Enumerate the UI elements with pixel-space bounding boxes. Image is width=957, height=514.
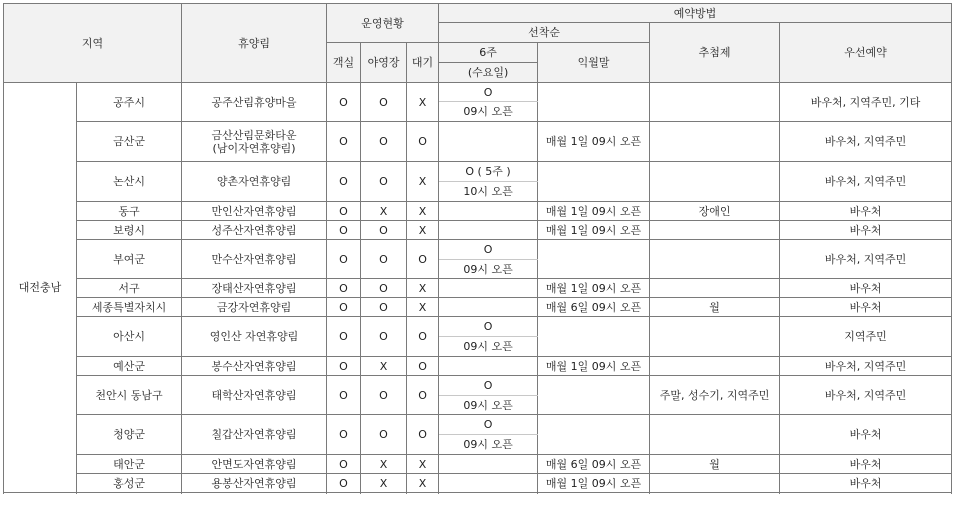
header-first-come: 선착순 — [439, 23, 650, 43]
six-week-mark — [439, 279, 538, 298]
room-status: O — [327, 317, 361, 357]
room-status: O — [327, 221, 361, 240]
wait-status: X — [407, 474, 439, 493]
camp-status: O — [361, 317, 407, 357]
camp-status: O — [361, 376, 407, 415]
six-week-mark — [439, 221, 538, 240]
lottery-cell — [650, 221, 780, 240]
priority-cell: 바우처 — [780, 455, 952, 474]
lottery-cell — [650, 415, 780, 455]
camp-status: O — [361, 240, 407, 279]
monthly-open: 매월 1일 09시 오픈 — [538, 474, 650, 493]
forest-name: 금산산림문화타운(남이자연휴양림) — [182, 122, 327, 162]
forest-reservation-table — [3, 3, 952, 493]
camp-status: O — [361, 122, 407, 162]
priority-cell: 바우처 — [780, 202, 952, 221]
monthly-open — [538, 376, 650, 415]
priority-cell: 바우처, 지역주민, 기타 — [780, 83, 952, 122]
room-status: O — [327, 455, 361, 474]
city-cell: 서구 — [77, 279, 182, 298]
forest-name: 용봉산자연휴양림 — [182, 474, 327, 493]
monthly-open: 매월 6일 09시 오픈 — [538, 298, 650, 317]
wait-status: O — [407, 122, 439, 162]
lottery-cell — [650, 83, 780, 122]
header-wait: 대기 — [407, 43, 439, 83]
monthly-open — [538, 415, 650, 455]
forest-name: 안면도자연휴양림 — [182, 455, 327, 474]
six-week-open-time: 09시 오픈 — [439, 260, 538, 279]
camp-status: X — [361, 202, 407, 221]
wait-status: O — [407, 357, 439, 376]
lottery-cell — [650, 240, 780, 279]
wait-status: X — [407, 221, 439, 240]
forest-name: 만인산자연휴양림 — [182, 202, 327, 221]
city-cell: 예산군 — [77, 357, 182, 376]
room-status: O — [327, 415, 361, 455]
city-cell: 논산시 — [77, 162, 182, 202]
wait-status: O — [407, 240, 439, 279]
monthly-open: 매월 1일 09시 오픈 — [538, 357, 650, 376]
city-cell: 태안군 — [77, 455, 182, 474]
room-status: O — [327, 83, 361, 122]
forest-name: 태학산자연휴양림 — [182, 376, 327, 415]
room-status: O — [327, 162, 361, 202]
priority-cell: 바우처 — [780, 221, 952, 240]
priority-cell: 바우처, 지역주민 — [780, 122, 952, 162]
region-group: 대전충남 — [4, 83, 77, 493]
lottery-cell: 월 — [650, 455, 780, 474]
wait-status: X — [407, 202, 439, 221]
six-week-open-time: 10시 오픈 — [439, 182, 538, 202]
header-operation: 운영현황 — [327, 4, 439, 43]
room-status: O — [327, 298, 361, 317]
six-week-mark — [439, 357, 538, 376]
lottery-cell: 주말, 성수기, 지역주민 — [650, 376, 780, 415]
city-cell: 홍성군 — [77, 474, 182, 493]
six-week-mark: O — [439, 83, 538, 102]
priority-cell: 바우처, 지역주민 — [780, 357, 952, 376]
six-week-mark: O — [439, 317, 538, 337]
lottery-cell — [650, 122, 780, 162]
wait-status: X — [407, 455, 439, 474]
header-six-weeks: 6주 — [439, 43, 538, 63]
monthly-open: 매월 6일 09시 오픈 — [538, 455, 650, 474]
forest-name: 칠갑산자연휴양림 — [182, 415, 327, 455]
header-camp: 야영장 — [361, 43, 407, 83]
forest-name: 봉수산자연휴양림 — [182, 357, 327, 376]
lottery-cell — [650, 474, 780, 493]
forest-name: 공주산림휴양마을 — [182, 83, 327, 122]
monthly-open — [538, 83, 650, 122]
header-wednesday: (수요일) — [439, 63, 538, 83]
forest-name: 양촌자연휴양림 — [182, 162, 327, 202]
priority-cell: 지역주민 — [780, 317, 952, 357]
monthly-open — [538, 240, 650, 279]
priority-cell: 바우처, 지역주민 — [780, 376, 952, 415]
header-reservation: 예약방법 — [439, 4, 952, 23]
monthly-open: 매월 1일 09시 오픈 — [538, 122, 650, 162]
six-week-open-time: 09시 오픈 — [439, 102, 538, 122]
lottery-cell: 장애인 — [650, 202, 780, 221]
monthly-open — [538, 317, 650, 357]
camp-status: O — [361, 83, 407, 122]
room-status: O — [327, 122, 361, 162]
camp-status: O — [361, 279, 407, 298]
room-status: O — [327, 357, 361, 376]
city-cell: 동구 — [77, 202, 182, 221]
header-priority: 우선예약 — [780, 23, 952, 83]
camp-status: O — [361, 221, 407, 240]
monthly-open — [538, 162, 650, 202]
lottery-cell — [650, 162, 780, 202]
wait-status: X — [407, 162, 439, 202]
wait-status: X — [407, 279, 439, 298]
camp-status: O — [361, 162, 407, 202]
city-cell: 세종특별자치시 — [77, 298, 182, 317]
priority-cell: 바우처, 지역주민 — [780, 162, 952, 202]
camp-status: O — [361, 415, 407, 455]
header-lottery: 추첨제 — [650, 23, 780, 83]
room-status: O — [327, 240, 361, 279]
wait-status: O — [407, 317, 439, 357]
six-week-mark — [439, 455, 538, 474]
city-cell: 보령시 — [77, 221, 182, 240]
header-room: 객실 — [327, 43, 361, 83]
header-next-month: 익월말 — [538, 43, 650, 83]
room-status: O — [327, 474, 361, 493]
camp-status: O — [361, 298, 407, 317]
camp-status: X — [361, 474, 407, 493]
city-cell: 청양군 — [77, 415, 182, 455]
six-week-open-time: 09시 오픈 — [439, 435, 538, 455]
city-cell: 아산시 — [77, 317, 182, 357]
wait-status: O — [407, 415, 439, 455]
lottery-cell: 월 — [650, 298, 780, 317]
six-week-mark — [439, 122, 538, 162]
wait-status: X — [407, 83, 439, 122]
city-cell: 금산군 — [77, 122, 182, 162]
six-week-mark — [439, 298, 538, 317]
city-cell: 천안시 동남구 — [77, 376, 182, 415]
room-status: O — [327, 202, 361, 221]
forest-name: 금강자연휴양림 — [182, 298, 327, 317]
monthly-open: 매월 1일 09시 오픈 — [538, 221, 650, 240]
forest-name: 만수산자연휴양림 — [182, 240, 327, 279]
lottery-cell — [650, 279, 780, 298]
header-region: 지역 — [4, 4, 182, 83]
camp-status: X — [361, 357, 407, 376]
city-cell: 공주시 — [77, 83, 182, 122]
city-cell: 부여군 — [77, 240, 182, 279]
lottery-cell — [650, 357, 780, 376]
forest-name: 장태산자연휴양림 — [182, 279, 327, 298]
forest-name: 영인산 자연휴양림 — [182, 317, 327, 357]
room-status: O — [327, 279, 361, 298]
wait-status: O — [407, 376, 439, 415]
room-status: O — [327, 376, 361, 415]
priority-cell: 바우처 — [780, 474, 952, 493]
six-week-mark: O ( 5주 ) — [439, 162, 538, 182]
wait-status: X — [407, 298, 439, 317]
six-week-open-time: 09시 오픈 — [439, 337, 538, 357]
monthly-open: 매월 1일 09시 오픈 — [538, 202, 650, 221]
six-week-mark: O — [439, 415, 538, 435]
six-week-mark: O — [439, 240, 538, 260]
priority-cell: 바우처 — [780, 415, 952, 455]
forest-name: 성주산자연휴양림 — [182, 221, 327, 240]
header-forest: 휴양림 — [182, 4, 327, 83]
priority-cell: 바우처, 지역주민 — [780, 240, 952, 279]
monthly-open: 매월 1일 09시 오픈 — [538, 279, 650, 298]
six-week-mark — [439, 474, 538, 493]
six-week-mark: O — [439, 376, 538, 396]
six-week-mark — [439, 202, 538, 221]
camp-status: X — [361, 455, 407, 474]
lottery-cell — [650, 317, 780, 357]
priority-cell: 바우처 — [780, 298, 952, 317]
priority-cell: 바우처 — [780, 279, 952, 298]
six-week-open-time: 09시 오픈 — [439, 396, 538, 415]
